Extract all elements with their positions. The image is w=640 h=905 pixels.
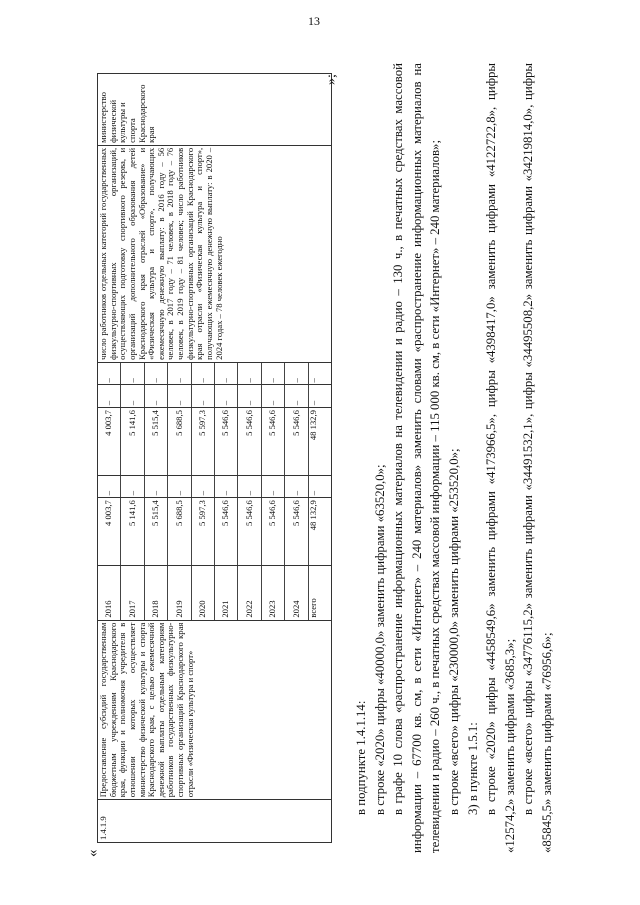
local-value: – (168, 385, 191, 407)
paragraph: в строке «2020» цифры «40000,0» заменить цифрами «63520,0»; (372, 464, 387, 815)
total-value: 5 546,6 (238, 498, 261, 564)
paragraph: в графе 10 слова «распространение информационных материалов на телевидении и радио – 130 ч., в печатных средствах массовой информации – 67700 кв. см, в сети «Интернет» – 240 материалов» заменить словами «распространение информационных материалов на телевидении и радио – 260 ч., в печатных средствах массовой информации – 115 000 кв. см, в сети «Интернет» – 240 материалов»; (391, 63, 443, 853)
federal-value: – (262, 476, 285, 498)
federal-values-list (98, 476, 331, 498)
local-value: – (285, 385, 308, 407)
federal-value: – (285, 476, 308, 498)
other-value: – (192, 363, 215, 385)
total-value: 5 546,6 (215, 498, 238, 564)
total-value: 4 003,7 (98, 498, 121, 564)
other-values-list (98, 363, 331, 385)
regional-value: 5 546,6 (262, 408, 285, 474)
year-entry: 2023 (262, 566, 285, 620)
years-list (98, 566, 331, 620)
total-value: 5 688,5 (168, 498, 191, 564)
other-values-cell (98, 362, 332, 385)
regional-values-cell (98, 408, 332, 475)
measure-name-cell: Предоставление субсидий государственным бюджетным учреждениям Краснодарского края, функции и полномочия учредителя в отношении которых осуществляет министерство физической культуры и спорта Краснодарского края, с целью ежемесячной денежной выплаты отдельным категориям работников государственных физкультурно-спортивных организаций Краснодарского края отрасли «Физическая культура и спорт» (98, 620, 332, 800)
other-value: – (285, 363, 308, 385)
local-values-list (98, 385, 331, 407)
federal-value: – (121, 476, 144, 498)
local-value: – (307, 400, 318, 406)
federal-value: – (98, 476, 121, 498)
regional-value: 4 003,7 (98, 408, 121, 474)
year-entry: 2017 (121, 566, 144, 620)
regional-value: 5 688,5 (168, 408, 191, 474)
total-value: 5 515,4 (145, 498, 168, 564)
federal-value: – (307, 490, 318, 496)
local-value: – (192, 385, 215, 407)
year-entry: 2020 (192, 566, 215, 620)
total-values-cell (98, 498, 332, 565)
paragraph: в строке «2020» цифры «4458549,6» заменить цифрами «4173966,5», цифры «4398417,0» заменить цифрами «4122722,8», цифры «12574,2» заменить цифрами «3685,3»; (484, 63, 517, 853)
page-number: 13 (308, 14, 320, 28)
other-value: – (168, 363, 191, 385)
local-value: – (238, 385, 261, 407)
regional-value: 5 546,6 (285, 408, 308, 474)
year-entry: 2019 (168, 566, 191, 620)
federal-value: – (168, 476, 191, 498)
local-value: – (215, 385, 238, 407)
total-value: 5 546,6 (262, 498, 285, 564)
year-entry: 2018 (145, 566, 168, 620)
row-number-cell: 1.4.1.9 (98, 800, 332, 843)
total-value: 5 546,6 (285, 498, 308, 564)
regional-value: 5 515,4 (145, 408, 168, 474)
paragraph: 3) в пункте 1.5.1: (465, 722, 480, 815)
other-value: – (307, 378, 318, 383)
year-entry: 2024 (285, 566, 308, 620)
federal-value: – (238, 476, 261, 498)
regional-value: 5 546,6 (215, 408, 238, 474)
indicator-cell: число работников отдельных категорий государственных физкультурно-спортивных организаций, осуществляющих подготовку спортивного резерва, и организаций дополнительного образования детей Краснодарского края отраслей «Образование» и «Физическая культура и спорт», получающих ежемесячную денежную выплату: в 2016 году – 56 человек, в 2017 году – 71 человек, в 2018 году – 76 человек, в 2019 году – 81 человек; число работников физкультурно-спортивных организаций Краснодарского края отрасли «Физическая культура и спорт», получающих ежемесячную денежную выплату: в 2020 – 2024 годах – 78 человек ежегодно (98, 145, 332, 362)
program-table (97, 73, 332, 843)
regional-value: 5 546,6 (238, 408, 261, 474)
year-entry: 2022 (238, 566, 261, 620)
years-cell (98, 565, 332, 620)
total-value: 48 132,9 (307, 500, 318, 531)
local-values-cell (98, 385, 332, 408)
other-value: – (98, 363, 121, 385)
other-value: – (145, 363, 168, 385)
local-value: – (98, 385, 121, 407)
other-value: – (262, 363, 285, 385)
regional-value: 5 597,3 (192, 408, 215, 474)
year-entry: всего (307, 598, 318, 618)
regional-value: 48 132,9 (307, 410, 318, 441)
total-values-list (98, 498, 331, 564)
opening-quote: « (85, 849, 101, 857)
other-value: – (215, 363, 238, 385)
regional-value: 5 141,6 (121, 408, 144, 474)
local-value: – (145, 385, 168, 407)
other-value: – (121, 363, 144, 385)
total-value: 5 141,6 (121, 498, 144, 564)
year-entry: 2016 (98, 566, 121, 620)
year-entry: 2021 (215, 566, 238, 620)
table-row (98, 74, 332, 843)
executor-cell: министерство физической культуры и спорта Краснодарского края (98, 74, 332, 146)
amendment-text (352, 63, 557, 853)
federal-value: – (192, 476, 215, 498)
local-value: – (262, 385, 285, 407)
paragraph: в подпункте 1.4.1.14: (354, 700, 368, 815)
paragraph: в строке «всего» цифры «230000,0» заменить цифрами «253520,0»; (446, 448, 461, 815)
regional-values-list (98, 408, 331, 474)
closing-quote: »; (324, 74, 339, 85)
paragraph: в строке «всего» цифры «34776115,2» заменить цифрами «34491532,1», цифры «34495508,2» заменить цифрами «34219814,0», цифры «85845,5» заменить цифрами «76956,6»; (521, 63, 554, 853)
total-value: 5 597,3 (192, 498, 215, 564)
federal-values-cell (98, 475, 332, 498)
federal-value: – (145, 476, 168, 498)
local-value: – (121, 385, 144, 407)
other-value: – (238, 363, 261, 385)
federal-value: – (215, 476, 238, 498)
